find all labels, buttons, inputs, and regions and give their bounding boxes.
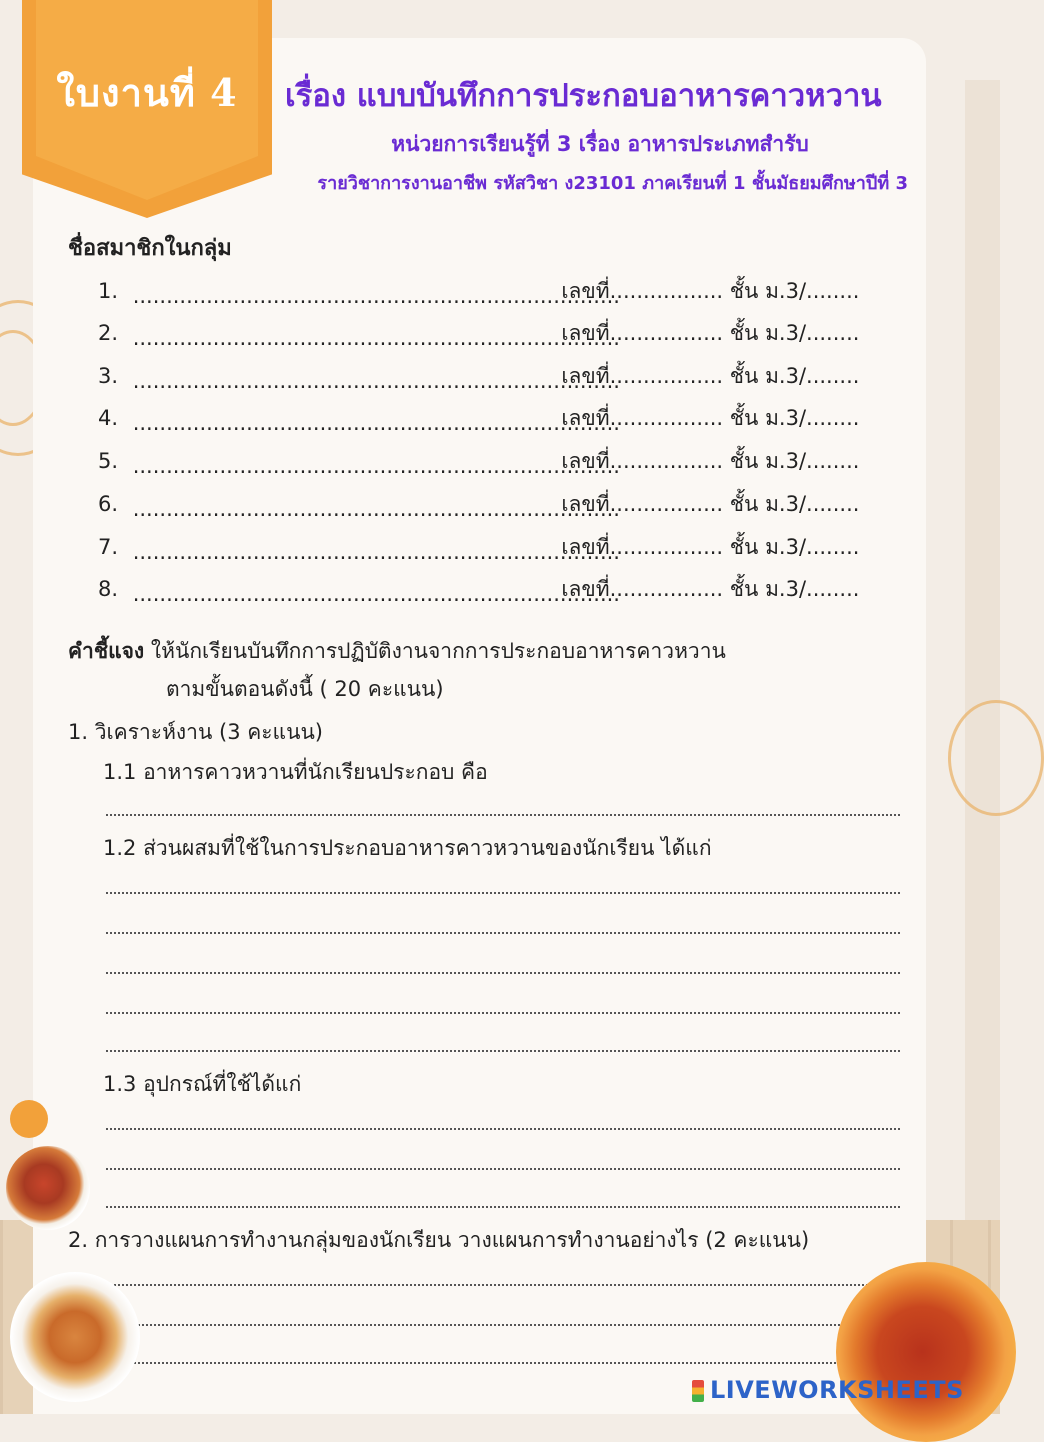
member-class-field[interactable]: ชั้น ม.3/........ bbox=[729, 492, 860, 516]
answer-line-1-3[interactable] bbox=[106, 1204, 900, 1208]
answer-line-1-2[interactable] bbox=[106, 1010, 900, 1014]
orange-dot bbox=[10, 1100, 48, 1138]
member-name-field[interactable]: ......................................................................... bbox=[132, 284, 620, 308]
answer-line-1-1[interactable] bbox=[106, 812, 900, 816]
unit-subtitle: หน่วยการเรียนรู้ที่ 3 เรื่อง อาหารประเภทสำรับ bbox=[391, 132, 809, 156]
member-no-field[interactable]: เลขที่................. bbox=[561, 279, 724, 303]
member-name-field[interactable]: ......................................................................... bbox=[132, 369, 620, 393]
instructions-line-2: ตามขั้นตอนดังนี้ ( 20 คะแนน) bbox=[166, 677, 444, 701]
member-row bbox=[98, 488, 898, 524]
instructions bbox=[68, 632, 918, 708]
liveworksheets-watermark bbox=[692, 1376, 992, 1406]
member-row bbox=[98, 573, 898, 609]
member-row bbox=[98, 275, 898, 311]
member-name-field[interactable]: ......................................................................... bbox=[132, 326, 620, 350]
background-strip bbox=[965, 80, 1000, 1220]
answer-line-1-2[interactable] bbox=[106, 930, 900, 934]
member-row bbox=[98, 531, 898, 567]
instructions-line-1: ให้นักเรียนบันทึกการปฏิบัติงานจากการประกอบอาหารคาวหวาน bbox=[144, 639, 726, 663]
question-1-1: 1.1 อาหารคาวหวานที่นักเรียนประกอบ คือ bbox=[103, 760, 488, 784]
answer-line-2[interactable] bbox=[106, 1282, 900, 1286]
answer-line-1-2[interactable] bbox=[106, 1048, 900, 1052]
member-class-field[interactable]: ชั้น ม.3/........ bbox=[729, 364, 860, 388]
food-photo-fried-dish bbox=[6, 1146, 90, 1230]
member-name-field[interactable]: ......................................................................... bbox=[132, 454, 620, 478]
answer-line-1-3[interactable] bbox=[106, 1126, 900, 1130]
member-class-field[interactable]: ชั้น ม.3/........ bbox=[729, 279, 860, 303]
member-no-field[interactable]: เลขที่................. bbox=[561, 577, 724, 601]
food-photo-soup bbox=[836, 1262, 1016, 1442]
question-1-2: 1.2 ส่วนผสมที่ใช้ในการประกอบอาหารคาวหวานของนักเรียน ได้แก่ bbox=[103, 836, 712, 860]
member-no-field[interactable]: เลขที่................. bbox=[561, 321, 724, 345]
member-no-field[interactable]: เลขที่................. bbox=[561, 535, 724, 559]
instructions-label: คำชี้แจง bbox=[68, 639, 145, 663]
member-name-field[interactable]: ......................................................................... bbox=[132, 411, 620, 435]
member-number: 8. bbox=[98, 577, 119, 601]
member-row bbox=[98, 402, 898, 438]
liveworksheets-logo-icon bbox=[692, 1380, 704, 1402]
member-class-field[interactable]: ชั้น ม.3/........ bbox=[729, 535, 860, 559]
member-number: 7. bbox=[98, 535, 119, 559]
question-1: 1. วิเคราะห์งาน (3 คะแนน) bbox=[68, 720, 323, 744]
member-class-field[interactable]: ชั้น ม.3/........ bbox=[729, 321, 860, 345]
member-row bbox=[98, 445, 898, 481]
member-class-field[interactable]: ชั้น ม.3/........ bbox=[729, 449, 860, 473]
member-no-field[interactable]: เลขที่................. bbox=[561, 364, 724, 388]
answer-line-1-2[interactable] bbox=[106, 970, 900, 974]
member-number: 5. bbox=[98, 449, 119, 473]
course-line: รายวิชาการงานอาชีพ รหัสวิชา ง23101 ภาคเรียนที่ 1 ชั้นมัธยมศึกษาปีที่ 3 bbox=[317, 173, 908, 194]
member-number: 4. bbox=[98, 406, 119, 430]
member-no-field[interactable]: เลขที่................. bbox=[561, 492, 724, 516]
member-class-field[interactable]: ชั้น ม.3/........ bbox=[729, 406, 860, 430]
member-number: 3. bbox=[98, 364, 119, 388]
member-name-field[interactable]: ......................................................................... bbox=[132, 497, 620, 521]
member-number: 2. bbox=[98, 321, 119, 345]
member-number: 6. bbox=[98, 492, 119, 516]
answer-line-2[interactable] bbox=[106, 1360, 900, 1364]
member-class-field[interactable]: ชั้น ม.3/........ bbox=[729, 577, 860, 601]
answer-line-1-3[interactable] bbox=[106, 1166, 900, 1170]
food-sketch-right bbox=[948, 700, 1044, 816]
member-name-field[interactable]: ......................................................................... bbox=[132, 540, 620, 564]
member-no-field[interactable]: เลขที่................. bbox=[561, 449, 724, 473]
question-1-3: 1.3 อุปกรณ์ที่ใช้ได้แก่ bbox=[103, 1072, 302, 1096]
watermark-text: LIVEWORKSHEETS bbox=[710, 1376, 964, 1404]
question-2: 2. การวางแผนการทำงานกลุ่มของนักเรียน วางแผนการทำงานอย่างไร (2 คะแนน) bbox=[68, 1228, 810, 1252]
answer-line-2[interactable] bbox=[106, 1322, 900, 1326]
member-row bbox=[98, 317, 898, 353]
worksheet-number: ใบงานที่ 4 bbox=[56, 70, 238, 115]
member-no-field[interactable]: เลขที่................. bbox=[561, 406, 724, 430]
member-number: 1. bbox=[98, 279, 119, 303]
members-heading: ชื่อสมาชิกในกลุ่ม bbox=[68, 236, 232, 261]
answer-line-1-2[interactable] bbox=[106, 890, 900, 894]
food-photo-pad-thai bbox=[10, 1272, 140, 1402]
member-row bbox=[98, 360, 898, 396]
member-name-field[interactable]: ......................................................................... bbox=[132, 582, 620, 606]
worksheet-title: เรื่อง แบบบันทึกการประกอบอาหารคาวหวาน bbox=[285, 78, 882, 114]
